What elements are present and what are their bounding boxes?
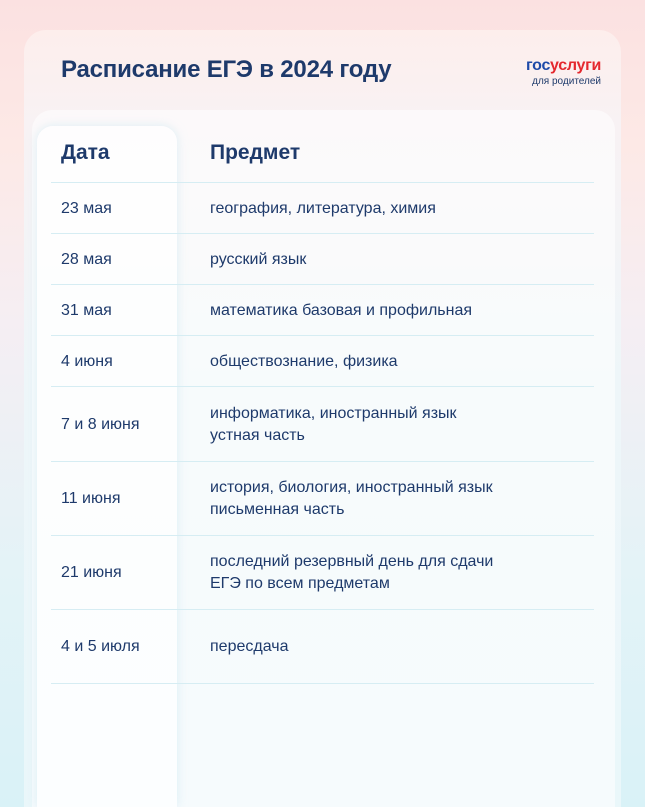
row-subject-line: математика базовая и профильная xyxy=(210,301,473,319)
table-row xyxy=(51,535,594,610)
row-date: 7 и 8 июня xyxy=(61,415,140,433)
logo-wordmark xyxy=(526,57,601,75)
gosuslugi-logo xyxy=(526,57,601,88)
row-subject xyxy=(210,234,590,285)
table-row xyxy=(51,335,594,387)
row-subject xyxy=(210,610,590,684)
row-date: 4 июня xyxy=(61,352,113,370)
row-subject-line: пересдача xyxy=(210,638,289,655)
table-row xyxy=(51,461,594,536)
row-subject xyxy=(210,336,590,387)
row-date: 11 июня xyxy=(61,490,121,507)
table-row xyxy=(51,386,594,462)
row-date: 31 мая xyxy=(61,301,112,319)
table-row xyxy=(51,609,594,684)
subject-column-header: Предмет xyxy=(210,141,301,164)
row-subject-line: письменная часть xyxy=(210,501,345,518)
logo-gos: гос xyxy=(526,57,551,74)
row-subject-line: география, литература, химия xyxy=(210,199,436,217)
table-bottom-divider xyxy=(51,683,594,684)
logo-uslugi: услуги xyxy=(550,57,601,74)
row-subject-line: русский язык xyxy=(210,250,307,268)
row-subject xyxy=(210,462,590,536)
row-subject-line: последний резервный день для сдачи xyxy=(210,553,494,570)
row-subject xyxy=(210,285,590,336)
row-date: 23 мая xyxy=(61,199,112,217)
row-subject xyxy=(210,183,590,234)
logo-subtitle: для родителей xyxy=(532,76,601,87)
row-subject xyxy=(210,387,590,462)
row-date: 4 и 5 июля xyxy=(61,638,140,655)
row-subject-line: история, биология, иностранный язык xyxy=(210,479,493,496)
row-subject-line: ЕГЭ по всем предметам xyxy=(210,575,390,592)
page-title: Расписание ЕГЭ в 2024 году xyxy=(61,56,392,83)
row-date: 28 мая xyxy=(61,250,112,268)
date-column-header: Дата xyxy=(61,141,110,164)
table-row xyxy=(51,182,594,234)
table-row xyxy=(51,284,594,336)
row-subject-line: обществознание, физика xyxy=(210,352,398,370)
row-subject xyxy=(210,536,590,610)
row-subject-line: информатика, иностранный язык xyxy=(210,404,457,422)
row-subject-line: устная часть xyxy=(210,426,305,444)
table-row xyxy=(51,233,594,285)
row-date: 21 июня xyxy=(61,564,122,581)
